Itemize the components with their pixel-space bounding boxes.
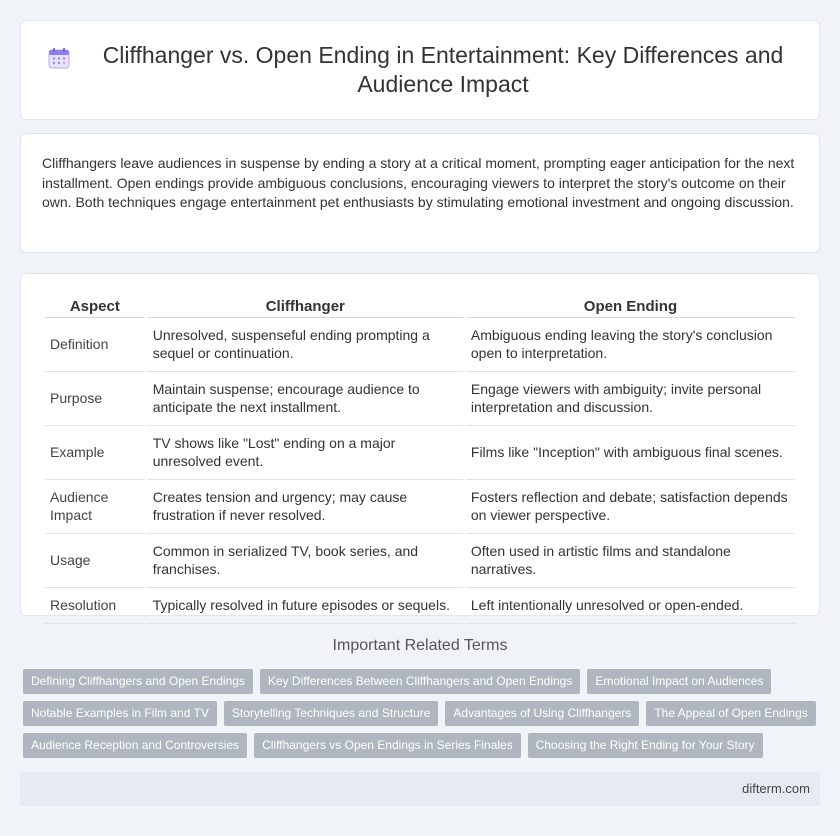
related-tag[interactable]: Emotional Impact on Audiences: [587, 669, 771, 694]
related-terms-title: Important Related Terms: [332, 637, 508, 654]
open-ending-cell: Ambiguous ending leaving the story's conclusion open to interpretation.: [466, 318, 795, 372]
related-tag[interactable]: Key Differences Between Cliffhangers and Open Endings: [260, 669, 580, 694]
table-row: [45, 588, 795, 624]
table-row: [45, 372, 795, 426]
footer: [20, 772, 820, 806]
related-tag[interactable]: Defining Cliffhangers and Open Endings: [23, 669, 253, 694]
aspect-cell: Usage: [45, 534, 145, 588]
aspect-cell: Example: [45, 426, 145, 480]
footer-site-link[interactable]: difterm.com: [742, 781, 810, 796]
table-header-row: [45, 292, 795, 318]
header-aspect: Aspect: [45, 292, 145, 318]
summary-card: [20, 133, 820, 253]
related-tag[interactable]: Cliffhangers vs Open Endings in Series Finales: [254, 733, 521, 758]
comparison-card: [20, 273, 820, 616]
related-tag[interactable]: Audience Reception and Controversies: [23, 733, 247, 758]
tag-row: [23, 701, 823, 726]
cliffhanger-cell: Creates tension and urgency; may cause frustration if never resolved.: [148, 480, 463, 534]
table-row: [45, 480, 795, 534]
cliffhanger-cell: Maintain suspense; encourage audience to anticipate the next installment.: [148, 372, 463, 426]
table-row: [45, 534, 795, 588]
header-cliffhanger: Cliffhanger: [148, 292, 463, 318]
related-tag[interactable]: Storytelling Techniques and Structure: [224, 701, 439, 726]
cliffhanger-cell: Unresolved, suspenseful ending prompting a sequel or continuation.: [148, 318, 463, 372]
header-card: [20, 20, 820, 120]
related-terms: [23, 669, 823, 765]
aspect-cell: Definition: [45, 318, 145, 372]
open-ending-cell: Left intentionally unresolved or open-ended.: [466, 588, 795, 624]
related-tag[interactable]: Choosing the Right Ending for Your Story: [528, 733, 763, 758]
summary-text: Cliffhangers leave audiences in suspense by ending a story at a critical moment, prompting eager anticipation for the next installment. Open endings provide ambiguous conclusions, encouraging viewers to interpret the story's outcome on their own. Both techniques engage entertainment pet enthusiasts by stimulating emotional investment and ongoing discussion.: [42, 155, 795, 210]
page-title: Cliffhanger vs. Open Ending in Entertainment: Key Differences and Audience Impact: [102, 42, 784, 97]
aspect-cell: Audience Impact: [45, 480, 145, 534]
cliffhanger-cell: TV shows like "Lost" ending on a major unresolved event.: [148, 426, 463, 480]
related-tag[interactable]: Notable Examples in Film and TV: [23, 701, 217, 726]
open-ending-cell: Films like "Inception" with ambiguous final scenes.: [466, 426, 795, 480]
aspect-cell: Purpose: [45, 372, 145, 426]
open-ending-cell: Often used in artistic films and standalone narratives.: [466, 534, 795, 588]
table-row: [45, 426, 795, 480]
table-row: [45, 318, 795, 372]
tag-row: [23, 733, 823, 758]
header-open-ending: Open Ending: [466, 292, 795, 318]
comparison-table: [42, 292, 798, 624]
aspect-cell: Resolution: [45, 588, 145, 624]
open-ending-cell: Fosters reflection and debate; satisfaction depends on viewer perspective.: [466, 480, 795, 534]
related-tag[interactable]: The Appeal of Open Endings: [646, 701, 815, 726]
open-ending-cell: Engage viewers with ambiguity; invite personal interpretation and discussion.: [466, 372, 795, 426]
tag-row: [23, 669, 823, 694]
cliffhanger-cell: Typically resolved in future episodes or sequels.: [148, 588, 463, 624]
related-tag[interactable]: Advantages of Using Cliffhangers: [445, 701, 639, 726]
cliffhanger-cell: Common in serialized TV, book series, and franchises.: [148, 534, 463, 588]
